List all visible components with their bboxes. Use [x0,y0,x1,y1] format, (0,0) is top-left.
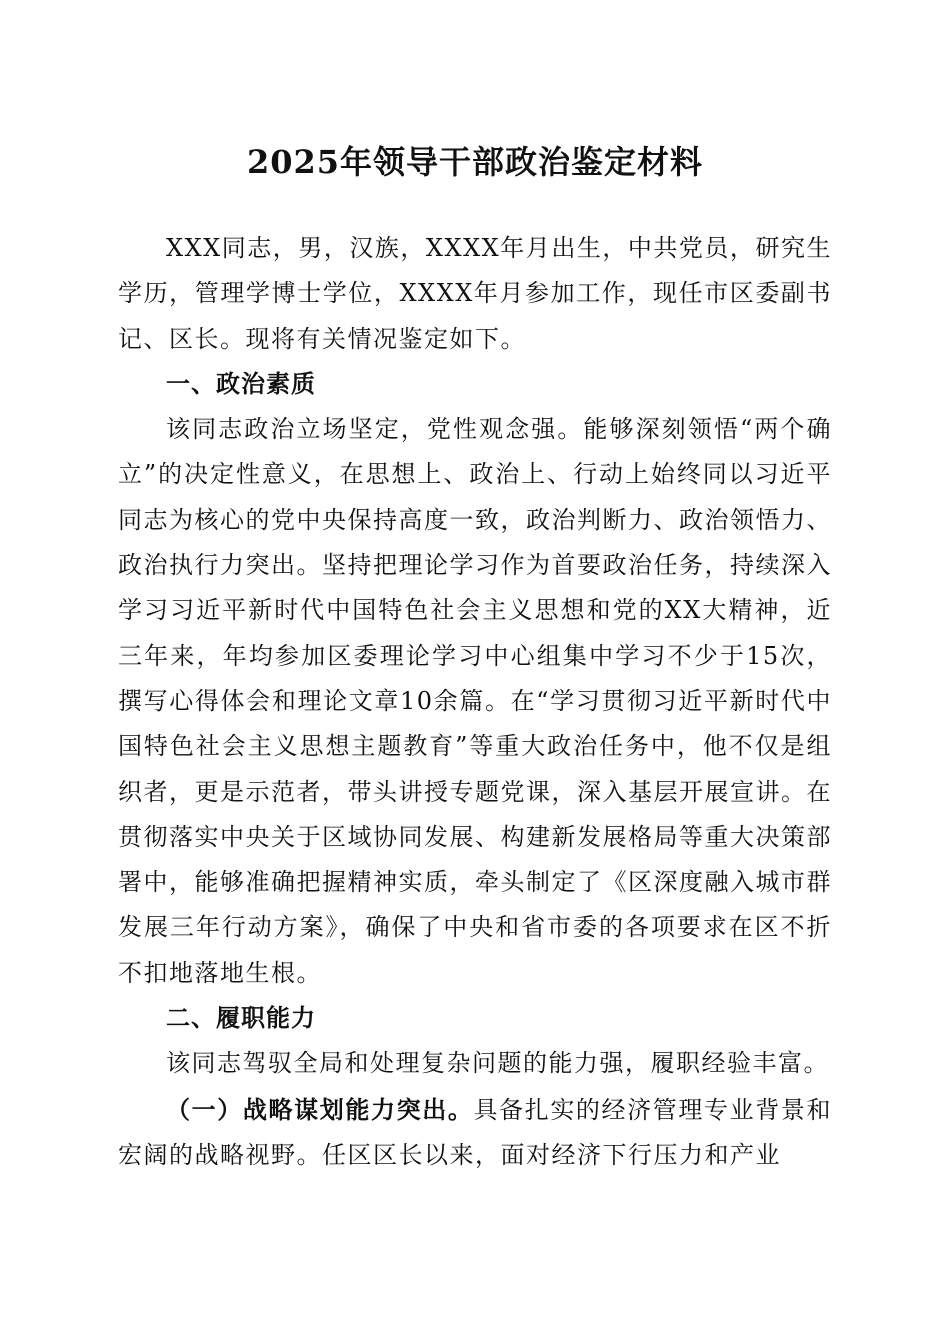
political-quality-paragraph: 该同志政治立场坚定，党性观念强。能够深刻领悟“两个确立”的决定性意义，在思想上、政治上、行动上始终同以习近平同志为核心的党中央保持高度一致，政治判断力、政治领悟力、政治执行力突出。坚持把理论学习作为首要政治任务，持续深入学习习近平新时代中国特色社会主义思想和党的XX大精神，近三年来，年均参加区委理论学习中心组集中学习不少于15次，撰写心得体会和理论文章10余篇。在“学习贯彻习近平新时代中国特色社会主义思想主题教育”等重大政治任务中，他不仅是组织者，更是示范者，带头讲授专题党课，深入基层开展宣讲。在贯彻落实中央关于区域协同发展、构建新发展格局等重大决策部署中，能够准确把握精神实质，牵头制定了《区深度融入城市群发展三年行动方案》，确保了中央和省市委的各项要求在区不折不扣地落地生根。 [118,415,832,987]
document-body [118,226,832,1178]
strategic-planning-paragraph [118,1087,832,1179]
intro-paragraph: XXX同志，男，汉族，XXXX年月出生，中共党员，研究生学历，管理学博士学位，XXXX年月参加工作，现任市区委副书记、区长。现将有关情况鉴定如下。 [118,234,832,353]
document-title: 2025年领导干部政治鉴定材料 [246,143,704,181]
performance-ability-paragraph: 该同志驾驭全局和处理复杂问题的能力强，履职经验丰富。 [166,1049,829,1078]
strategic-planning-lead: （一）战略谋划能力突出。 [166,1094,474,1124]
section-heading-political-quality: 一、政治素质 [166,369,316,398]
section-heading-performance-ability: 二、履职能力 [166,1004,316,1033]
strategic-planning-text: 具备扎实的经济管理专业背景和宏阔的战略视野。任区区长以来，面对经济下行压力和产业 [118,1095,833,1169]
